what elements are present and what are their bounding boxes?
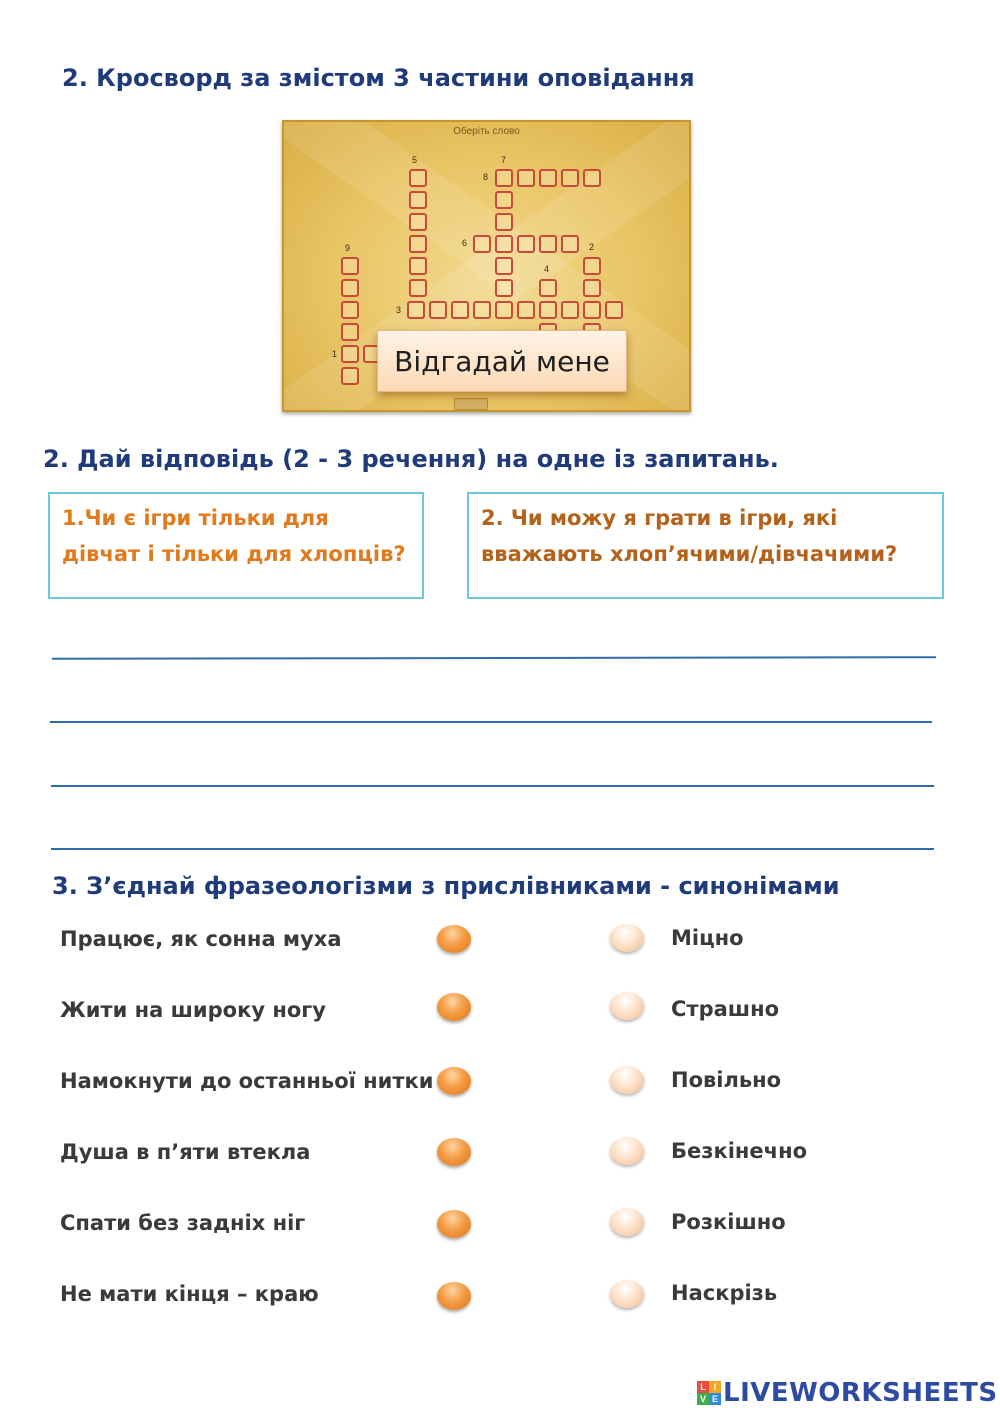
phrase-item: Спати без задніх ніг bbox=[60, 1211, 306, 1235]
phrase-item: Намокнути до останньої нитки bbox=[60, 1069, 434, 1093]
crossword-cell[interactable] bbox=[495, 191, 513, 209]
crossword-cell[interactable] bbox=[495, 279, 513, 297]
crossword-cell[interactable] bbox=[409, 257, 427, 275]
crossword-cell[interactable] bbox=[495, 213, 513, 231]
crossword-clue-number: 6 bbox=[462, 238, 468, 248]
adverb-item: Повільно bbox=[671, 1068, 782, 1092]
crossword-cell[interactable] bbox=[409, 279, 427, 297]
crossword-cell[interactable] bbox=[341, 367, 359, 385]
answer-line[interactable] bbox=[50, 721, 932, 723]
crossword-cell[interactable] bbox=[409, 213, 427, 231]
crossword-cell[interactable] bbox=[561, 235, 579, 253]
crossword-clue-number: 8 bbox=[483, 172, 489, 182]
crossword-cell[interactable] bbox=[539, 301, 557, 319]
crossword-cell[interactable] bbox=[495, 235, 513, 253]
crossword-cell[interactable] bbox=[473, 301, 491, 319]
crossword-cell[interactable] bbox=[517, 235, 535, 253]
phrase-item: Не мати кінця – краю bbox=[60, 1282, 319, 1306]
match-dot-left[interactable] bbox=[437, 1067, 471, 1095]
adverb-item: Страшно bbox=[671, 997, 780, 1021]
crossword-cell[interactable] bbox=[517, 301, 535, 319]
crossword-clue-number: 5 bbox=[412, 155, 418, 165]
logo-letter: I bbox=[709, 1381, 721, 1393]
match-dot-right[interactable] bbox=[610, 1066, 644, 1094]
crossword-clue-number: 4 bbox=[544, 264, 550, 274]
crossword-cell[interactable] bbox=[341, 345, 359, 363]
logo-letter: E bbox=[709, 1393, 721, 1405]
crossword-clue-number: 7 bbox=[501, 155, 507, 165]
liveworksheets-logo[interactable] bbox=[697, 1378, 998, 1408]
match-dot-left[interactable] bbox=[437, 1210, 471, 1238]
logo-letter: L bbox=[697, 1381, 709, 1393]
crossword-cell[interactable] bbox=[341, 279, 359, 297]
crossword-cell[interactable] bbox=[407, 301, 425, 319]
crossword-scrollbar[interactable] bbox=[454, 398, 488, 410]
crossword-cell[interactable] bbox=[409, 235, 427, 253]
adverb-item: Наскрізь bbox=[671, 1281, 778, 1305]
crossword-cell[interactable] bbox=[409, 169, 427, 187]
crossword-cell[interactable] bbox=[583, 257, 601, 275]
crossword-cell[interactable] bbox=[495, 301, 513, 319]
match-dot-right[interactable] bbox=[610, 1280, 644, 1308]
crossword-cell[interactable] bbox=[341, 257, 359, 275]
crossword-cell[interactable] bbox=[539, 279, 557, 297]
crossword-cell[interactable] bbox=[473, 235, 491, 253]
crossword-cell[interactable] bbox=[429, 301, 447, 319]
crossword-cell[interactable] bbox=[561, 301, 579, 319]
logo-letter: V bbox=[697, 1393, 709, 1405]
crossword-clue-number: 2 bbox=[589, 242, 595, 252]
liveworksheets-logo-icon bbox=[697, 1381, 721, 1405]
phrase-item: Душа в п’яти втекла bbox=[60, 1140, 311, 1164]
crossword-cell[interactable] bbox=[517, 169, 535, 187]
match-dot-right[interactable] bbox=[610, 924, 644, 952]
crossword-clue-number: 1 bbox=[332, 349, 338, 359]
crossword-cell[interactable] bbox=[583, 301, 601, 319]
crossword-cell[interactable] bbox=[583, 279, 601, 297]
liveworksheets-logo-text: LIVEWORKSHEETS bbox=[723, 1378, 998, 1408]
answer-line[interactable] bbox=[51, 785, 934, 787]
crossword-clue-number: 3 bbox=[396, 305, 402, 315]
adverb-item: Розкішно bbox=[671, 1210, 786, 1234]
crossword-cell[interactable] bbox=[495, 257, 513, 275]
match-dot-right[interactable] bbox=[610, 1137, 644, 1165]
question-box-2: 2. Чи можу я грати в ігри, які вважають хлоп’ячими/дівчачими? bbox=[467, 492, 944, 599]
section3-heading: 3. З’єднай фразеологізми з прислівниками - синонімами bbox=[52, 872, 840, 900]
match-dot-left[interactable] bbox=[437, 925, 471, 953]
crossword-cell[interactable] bbox=[539, 235, 557, 253]
match-dot-left[interactable] bbox=[437, 1282, 471, 1310]
answer-line[interactable] bbox=[52, 656, 936, 660]
crossword-cell[interactable] bbox=[341, 301, 359, 319]
crossword-cell[interactable] bbox=[341, 323, 359, 341]
phrase-item: Працює, як сонна муха bbox=[60, 927, 342, 951]
match-dot-left[interactable] bbox=[437, 993, 471, 1021]
answer-line[interactable] bbox=[51, 848, 934, 850]
crossword-cell[interactable] bbox=[495, 169, 513, 187]
crossword-title: Оберіть слово bbox=[453, 126, 520, 137]
crossword-cell[interactable] bbox=[451, 301, 469, 319]
crossword-cell[interactable] bbox=[561, 169, 579, 187]
phrase-item: Жити на широку ногу bbox=[60, 998, 326, 1022]
match-dot-left[interactable] bbox=[437, 1138, 471, 1166]
match-dot-right[interactable] bbox=[610, 992, 644, 1020]
crossword-cell[interactable] bbox=[409, 191, 427, 209]
adverb-item: Міцно bbox=[671, 926, 744, 950]
match-dot-right[interactable] bbox=[610, 1208, 644, 1236]
section2-heading: 2. Дай відповідь (2 - 3 речення) на одне із запитань. bbox=[43, 445, 779, 473]
question-box-1: 1.Чи є ігри тільки для дівчат і тільки для хлопців? bbox=[48, 492, 424, 599]
section1-heading: 2. Кросворд за змістом 3 частини оповідання bbox=[62, 64, 695, 92]
crossword-clue-number: 9 bbox=[345, 243, 351, 253]
crossword-cell[interactable] bbox=[583, 169, 601, 187]
crossword-cell[interactable] bbox=[539, 169, 557, 187]
guess-me-button[interactable]: Відгадай мене bbox=[377, 330, 627, 392]
adverb-item: Безкінечно bbox=[671, 1139, 808, 1163]
crossword-cell[interactable] bbox=[605, 301, 623, 319]
